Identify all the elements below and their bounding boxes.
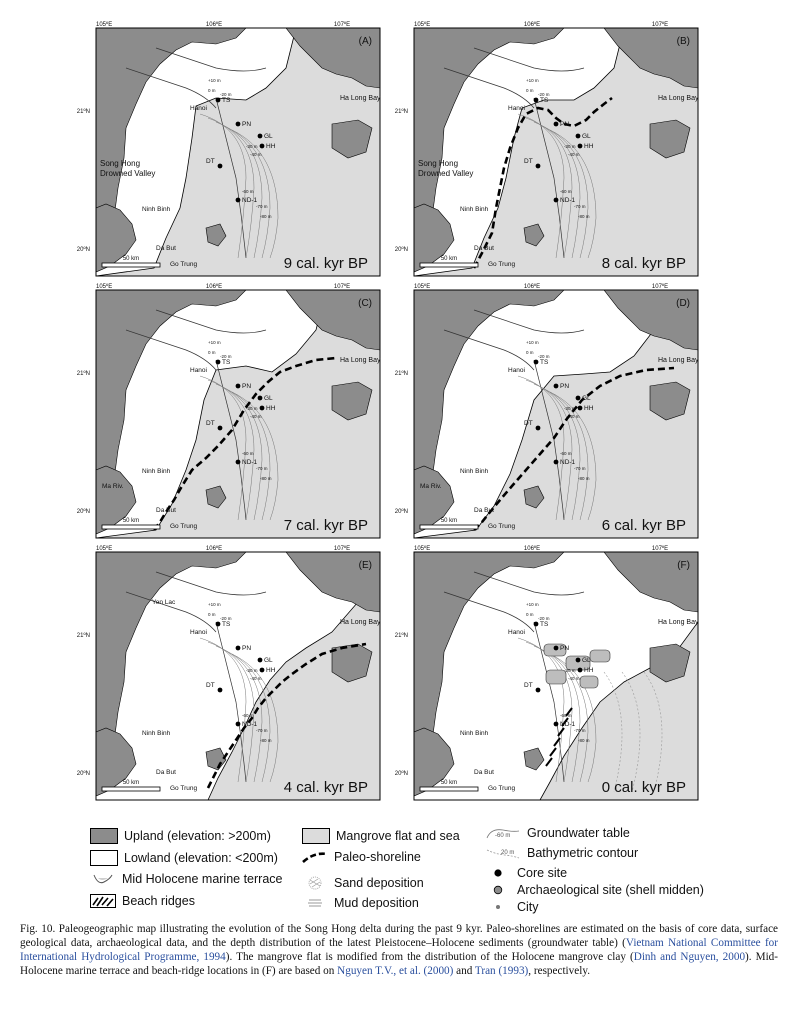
core-site-label-ts: TS <box>222 97 231 104</box>
figure-caption <box>20 922 778 978</box>
archaeological-site-icon <box>491 883 511 897</box>
bathymetric-icon <box>485 846 521 860</box>
map-panel-c <box>76 280 388 538</box>
contour-label: -30 m <box>564 668 576 673</box>
core-site-icon <box>534 360 539 365</box>
longitude-label: 107ºE <box>333 22 351 28</box>
mud-icon <box>302 896 328 910</box>
contour-label: -20 m <box>538 616 550 621</box>
core-site-icon <box>258 658 263 663</box>
core-site-icon <box>216 622 221 627</box>
contour-label: -20 m <box>220 92 232 97</box>
longitude-label: 107ºE <box>651 546 669 552</box>
map-panel-e <box>76 542 388 800</box>
core-site-icon <box>236 646 241 651</box>
contour-label: 0 m <box>208 350 216 355</box>
legend-sand <box>302 876 424 890</box>
groundwater-tick: -60 m <box>495 833 511 839</box>
core-site-icon <box>534 98 539 103</box>
place-ma-riv: Ma Riv. <box>102 483 124 490</box>
scale-label: 50 km <box>122 780 140 786</box>
contour-label: -20 m <box>538 354 550 359</box>
scale-bar <box>420 787 478 791</box>
core-site-label-hh: HH <box>266 405 276 412</box>
core-site-icon <box>218 164 223 169</box>
core-site-icon <box>578 406 583 411</box>
core-site-icon <box>578 668 583 673</box>
core-site-label-nd-1: ND-1 <box>560 459 576 466</box>
map-panel-b <box>394 18 706 276</box>
core-site-icon <box>218 426 223 431</box>
contour-label: +10 m <box>208 602 221 607</box>
scale-bar <box>420 525 478 529</box>
place-ninh-binh: Ninh Binh <box>460 468 489 475</box>
legend-city-label: City <box>517 900 539 914</box>
scale-bar <box>102 787 160 791</box>
panel-letter: (C) <box>358 298 372 309</box>
core-site-label-gl: GL <box>264 133 273 140</box>
core-site-icon <box>554 460 559 465</box>
contour-label: -40 m <box>250 414 262 419</box>
legend-city <box>491 900 539 914</box>
contour-label: 0 m <box>526 88 534 93</box>
place-ninh-binh: Ninh Binh <box>460 206 489 213</box>
contour-label: -80 m <box>578 476 590 481</box>
core-site-label-pn: PN <box>242 645 252 652</box>
legend-terrace <box>90 872 283 886</box>
core-site-label-ts: TS <box>540 97 549 104</box>
core-site-label-gl: GL <box>264 657 273 664</box>
core-site-icon <box>576 134 581 139</box>
core-site-label-ts: TS <box>540 621 549 628</box>
legend-bathymetric-label: Bathymetric contour <box>527 846 639 860</box>
caption-text-5: , respectively. <box>528 965 590 977</box>
contour-label: -40 m <box>250 152 262 157</box>
latitude-label: 21ºN <box>76 371 90 377</box>
contour-label: -80 m <box>260 738 272 743</box>
contour-label: +10 m <box>526 78 539 83</box>
latitude-label: 20ºN <box>394 509 408 515</box>
place-ninh-binh: Ninh Binh <box>460 730 489 737</box>
place-yen-lac: Yen Lac <box>152 599 176 606</box>
latitude-label: 20ºN <box>76 771 90 777</box>
core-site-label-dt: DT <box>206 682 215 689</box>
longitude-label: 106ºE <box>523 546 541 552</box>
longitude-label: 107ºE <box>333 284 351 290</box>
valley-label-line2: Drowned Valley <box>418 169 474 178</box>
legend-core <box>491 866 567 880</box>
scale-bar <box>420 263 478 267</box>
place-hanoi: Hanoi <box>190 105 207 112</box>
core-site-label-dt: DT <box>524 158 533 165</box>
core-site-label-ts: TS <box>540 359 549 366</box>
core-site-label-dt: DT <box>524 420 533 427</box>
legend-mangrove <box>302 828 460 844</box>
core-site-icon <box>216 360 221 365</box>
core-site-label-nd-1: ND-1 <box>560 721 576 728</box>
contour-label: +10 m <box>526 340 539 345</box>
legend-shoreline <box>302 850 421 864</box>
core-site-label-pn: PN <box>560 121 570 128</box>
legend-groundwater-label: Groundwater table <box>527 826 630 840</box>
caption-text-1: Fig. 10. Paleogeographic map illustrating the evolution of the Song Hong delta during the past 9 kyr. Paleo-shorelines are estimated on the basis of core data, surface geological data, archaeological data, and the depth distribution of the latest Pleistocene–Holocene sediments (groundwater table) ( <box>20 923 778 949</box>
core-site-icon <box>260 668 265 673</box>
core-site-icon <box>218 688 223 693</box>
core-site-label-hh: HH <box>266 143 276 150</box>
latitude-label: 20ºN <box>76 247 90 253</box>
legend-beach-label: Beach ridges <box>122 894 195 908</box>
place-hanoi: Hanoi <box>508 367 525 374</box>
core-site-label-gl: GL <box>582 133 591 140</box>
valley-label-line1: Song Hong <box>100 159 141 168</box>
core-site-label-dt: DT <box>206 420 215 427</box>
longitude-label: 105ºE <box>414 22 431 28</box>
panel-age-label: 7 cal. kyr BP <box>283 517 368 534</box>
contour-label: -70 m <box>256 466 268 471</box>
contour-label: -60 m <box>560 189 572 194</box>
latitude-label: 21ºN <box>394 109 408 115</box>
legend-mud-label: Mud deposition <box>334 896 419 910</box>
core-site-label-nd-1: ND-1 <box>242 197 258 204</box>
map-panel-a <box>76 18 388 276</box>
contour-label: -60 m <box>242 189 254 194</box>
core-site-label-ts: TS <box>222 359 231 366</box>
core-site-icon <box>258 134 263 139</box>
core-site-icon <box>236 384 241 389</box>
core-site-icon <box>536 426 541 431</box>
place-ha-long-bay: Ha Long Bay <box>340 619 381 626</box>
longitude-label: 105ºE <box>414 284 431 290</box>
longitude-label: 107ºE <box>651 22 669 28</box>
core-site-label-pn: PN <box>242 121 252 128</box>
contour-label: -30 m <box>564 406 576 411</box>
contour-label: -20 m <box>538 92 550 97</box>
contour-label: -60 m <box>242 451 254 456</box>
core-site-label-nd-1: ND-1 <box>560 197 576 204</box>
contour-label: 0 m <box>526 350 534 355</box>
contour-label: -20 m <box>220 354 232 359</box>
terrace-icon <box>90 872 116 886</box>
shoreline-icon <box>302 850 328 864</box>
place-hanoi: Hanoi <box>190 629 207 636</box>
longitude-label: 106ºE <box>205 22 223 28</box>
legend-upland <box>90 828 271 844</box>
longitude-label: 107ºE <box>333 546 351 552</box>
contour-label: -70 m <box>256 204 268 209</box>
panel-age-label: 4 cal. kyr BP <box>283 779 368 796</box>
core-site-icon <box>236 122 241 127</box>
panel-letter: (A) <box>358 36 372 47</box>
longitude-label: 106ºE <box>205 284 223 290</box>
scale-label: 50 km <box>440 518 458 524</box>
place-ninh-binh: Ninh Binh <box>142 468 171 475</box>
beach-ridges-icon <box>90 894 116 908</box>
contour-label: -80 m <box>578 738 590 743</box>
core-site-label-hh: HH <box>266 667 276 674</box>
caption-text-4: and <box>453 965 475 977</box>
place-da-but: Da But <box>474 507 494 514</box>
place-hanoi: Hanoi <box>508 105 525 112</box>
marine-terrace <box>580 676 598 688</box>
core-site-icon <box>491 866 511 880</box>
contour-label: -70 m <box>574 204 586 209</box>
marine-terrace <box>590 650 610 662</box>
valley-label-line1: Song Hong <box>418 159 459 168</box>
contour-label: -20 m <box>220 616 232 621</box>
map-legend <box>90 826 710 916</box>
legend-archaeo-label: Archaeological site (shell midden) <box>517 883 704 897</box>
longitude-label: 106ºE <box>205 546 223 552</box>
latitude-label: 21ºN <box>394 633 408 639</box>
core-site-icon <box>260 144 265 149</box>
core-site-label-hh: HH <box>584 143 594 150</box>
bathymetric-tick: 20 m <box>501 850 515 856</box>
place-go-trung: Go Trung <box>170 523 198 530</box>
scale-label: 50 km <box>122 518 140 524</box>
core-site-icon <box>260 406 265 411</box>
scale-label: 50 km <box>440 256 458 262</box>
place-hanoi: Hanoi <box>190 367 207 374</box>
latitude-label: 21ºN <box>76 109 90 115</box>
core-site-icon <box>554 722 559 727</box>
panel-age-label: 8 cal. kyr BP <box>601 255 686 272</box>
legend-mud <box>302 896 419 910</box>
legend-bathymetric <box>485 846 638 860</box>
place-go-trung: Go Trung <box>170 785 198 792</box>
place-ha-long-bay: Ha Long Bay <box>658 357 699 364</box>
contour-label: -30 m <box>246 406 258 411</box>
contour-label: -70 m <box>574 466 586 471</box>
panel-letter: (B) <box>676 36 690 47</box>
place-ha-long-bay: Ha Long Bay <box>340 357 381 364</box>
contour-label: -60 m <box>242 713 254 718</box>
latitude-label: 20ºN <box>76 509 90 515</box>
upland-swatch <box>90 828 118 844</box>
core-site-label-gl: GL <box>582 657 591 664</box>
contour-label: -80 m <box>578 214 590 219</box>
core-site-label-nd-1: ND-1 <box>242 721 258 728</box>
place-da-but: Da But <box>156 245 176 252</box>
legend-lowland-label: Lowland (elevation: <200m) <box>124 851 278 865</box>
marine-terrace <box>546 670 566 684</box>
panel-age-label: 6 cal. kyr BP <box>601 517 686 534</box>
sand-icon <box>302 876 328 890</box>
place-ha-long-bay: Ha Long Bay <box>658 619 699 626</box>
contour-label: -30 m <box>246 668 258 673</box>
contour-label: +10 m <box>208 340 221 345</box>
place-da-but: Da But <box>474 245 494 252</box>
panel-letter: (E) <box>358 560 372 571</box>
core-site-icon <box>236 460 241 465</box>
panel-letter: (D) <box>676 298 690 309</box>
contour-label: -70 m <box>256 728 268 733</box>
core-site-icon <box>554 646 559 651</box>
place-ma-riv: Ma Riv. <box>420 483 442 490</box>
contour-label: -80 m <box>260 476 272 481</box>
contour-label: -40 m <box>568 676 580 681</box>
place-da-but: Da But <box>156 769 176 776</box>
place-go-trung: Go Trung <box>488 261 516 268</box>
core-site-icon <box>554 122 559 127</box>
contour-label: -40 m <box>568 414 580 419</box>
mangrove-swatch <box>302 828 330 844</box>
contour-label: -40 m <box>250 676 262 681</box>
longitude-label: 105ºE <box>414 546 431 552</box>
longitude-label: 106ºE <box>523 284 541 290</box>
core-site-icon <box>216 98 221 103</box>
groundwater-icon <box>485 826 521 840</box>
scale-bar <box>102 263 160 267</box>
core-site-label-nd-1: ND-1 <box>242 459 258 466</box>
core-site-label-hh: HH <box>584 405 594 412</box>
core-site-icon <box>576 396 581 401</box>
core-site-label-gl: GL <box>264 395 273 402</box>
map-panel-d <box>394 280 706 538</box>
legend-core-label: Core site <box>517 866 568 880</box>
core-site-icon <box>236 198 241 203</box>
caption-text-2: ). The mangrove flat is modified from the distribution of the Holocene mangrove clay ( <box>225 951 634 963</box>
place-ninh-binh: Ninh Binh <box>142 206 171 213</box>
core-site-label-hh: HH <box>584 667 594 674</box>
latitude-label: 21ºN <box>76 633 90 639</box>
core-site-label-dt: DT <box>524 682 533 689</box>
core-site-icon <box>236 722 241 727</box>
core-site-icon <box>576 658 581 663</box>
core-site-icon <box>536 688 541 693</box>
core-site-icon <box>534 622 539 627</box>
core-site-label-ts: TS <box>222 621 231 628</box>
longitude-label: 105ºE <box>96 546 113 552</box>
caption-ref-2[interactable]: Dinh and Nguyen, 2000 <box>633 951 746 963</box>
contour-label: -30 m <box>564 144 576 149</box>
place-go-trung: Go Trung <box>488 785 516 792</box>
latitude-label: 21ºN <box>394 371 408 377</box>
core-site-icon <box>554 384 559 389</box>
place-da-but: Da But <box>474 769 494 776</box>
contour-label: 0 m <box>208 88 216 93</box>
place-ninh-binh: Ninh Binh <box>142 730 171 737</box>
core-site-label-dt: DT <box>206 158 215 165</box>
caption-ref-4[interactable]: Tran (1993) <box>474 965 529 977</box>
scale-bar <box>102 525 160 529</box>
core-site-icon <box>554 198 559 203</box>
core-site-label-pn: PN <box>242 383 252 390</box>
contour-label: -60 m <box>560 713 572 718</box>
contour-label: 0 m <box>208 612 216 617</box>
legend-archaeo <box>491 883 704 897</box>
legend-sand-label: Sand deposition <box>334 876 424 890</box>
map-panel-f <box>394 542 706 800</box>
place-hanoi: Hanoi <box>508 629 525 636</box>
longitude-label: 105ºE <box>96 284 113 290</box>
place-go-trung: Go Trung <box>170 261 198 268</box>
city-icon <box>491 900 511 914</box>
place-da-but: Da But <box>156 507 176 514</box>
core-site-label-gl: GL <box>582 395 591 402</box>
place-go-trung: Go Trung <box>488 523 516 530</box>
legend-lowland <box>90 850 278 866</box>
core-site-label-pn: PN <box>560 645 570 652</box>
contour-label: -40 m <box>568 152 580 157</box>
contour-label: -30 m <box>246 144 258 149</box>
core-site-label-pn: PN <box>560 383 570 390</box>
legend-mangrove-label: Mangrove flat and sea <box>336 829 460 843</box>
valley-label-line2: Drowned Valley <box>100 169 156 178</box>
latitude-label: 20ºN <box>394 247 408 253</box>
legend-shoreline-label: Paleo-shoreline <box>334 850 421 864</box>
legend-beach <box>90 894 195 908</box>
core-site-icon <box>258 396 263 401</box>
contour-label: +10 m <box>526 602 539 607</box>
lowland-swatch <box>90 850 118 866</box>
contour-label: -70 m <box>574 728 586 733</box>
longitude-label: 105ºE <box>96 22 113 28</box>
longitude-label: 106ºE <box>523 22 541 28</box>
core-site-icon <box>578 144 583 149</box>
scale-label: 50 km <box>122 256 140 262</box>
legend-terrace-label: Mid Holocene marine terrace <box>122 872 283 886</box>
panel-letter: (F) <box>677 560 690 571</box>
longitude-label: 107ºE <box>651 284 669 290</box>
legend-upland-label: Upland (elevation: >200m) <box>124 829 271 843</box>
place-ha-long-bay: Ha Long Bay <box>340 95 381 102</box>
place-ha-long-bay: Ha Long Bay <box>658 95 699 102</box>
legend-groundwater <box>485 826 630 840</box>
contour-label: -60 m <box>560 451 572 456</box>
caption-ref-1[interactable]: Vietnam National Committee for International Hydrological Programme, 1994 <box>20 937 778 963</box>
contour-label: 0 m <box>526 612 534 617</box>
panel-age-label: 0 cal. kyr BP <box>601 779 686 796</box>
contour-label: +10 m <box>208 78 221 83</box>
latitude-label: 20ºN <box>394 771 408 777</box>
caption-text-3: ). Mid-Holocene marine terrace and beach-ridge locations in (F) are based on <box>20 951 779 977</box>
panel-age-label: 9 cal. kyr BP <box>283 255 368 272</box>
scale-label: 50 km <box>440 780 458 786</box>
core-site-icon <box>536 164 541 169</box>
caption-ref-3[interactable]: Nguyen T.V., et al. (2000) <box>337 965 454 977</box>
contour-label: -80 m <box>260 214 272 219</box>
